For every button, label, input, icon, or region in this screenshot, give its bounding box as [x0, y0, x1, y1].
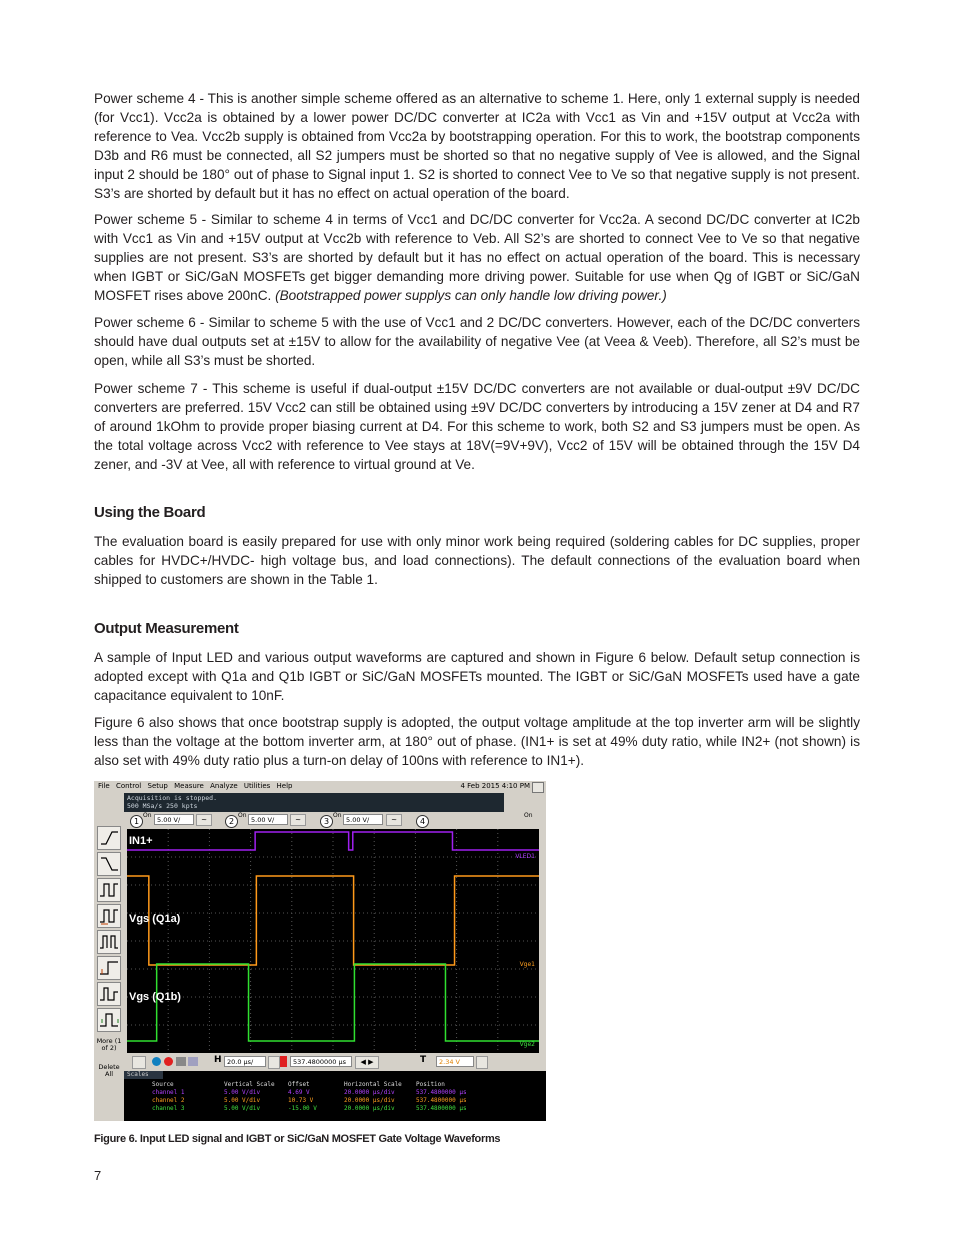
h-label: H	[214, 1055, 222, 1065]
para-output-2: Figure 6 also shows that once bootstrap supply is adopted, the output voltage amplitude at the top inverter arm will be slightly less than the voltage at the bottom inverter arm, at 180° out of phase. (IN1+ is set at 49% duty ratio, while IN2+ (not shown) is also set with 49% duty ratio plus a turn-on delay of 100ns with reference to IN1+).	[94, 715, 860, 768]
setup-hold-icon	[97, 956, 121, 980]
horizontal-controls	[124, 1053, 546, 1070]
label-vgs-q1b: Vgs (Q1b)	[129, 991, 181, 1003]
position-arrows-icon: ◀ ▶	[355, 1056, 379, 1069]
label-in1: IN1+	[129, 835, 153, 847]
on-indicator: On	[524, 812, 533, 819]
t-label: T	[420, 1055, 427, 1065]
channel-2-number: 2	[225, 815, 238, 828]
menu-control: Control	[115, 782, 142, 790]
channel-4-number: 4	[416, 815, 429, 828]
channel-2-adjust-icon: ~	[290, 814, 306, 826]
menu-measure: Measure	[174, 782, 204, 790]
stepper-icon	[132, 1056, 146, 1069]
channel-1-adjust-icon: ~	[196, 814, 212, 826]
figure-caption: Figure 6. Input LED signal and IGBT or SiC/GaN MOSFET Gate Voltage Waveforms	[94, 1133, 501, 1145]
scales-cell-pos: 537.4800000 µs	[416, 1089, 467, 1096]
record-icon	[164, 1057, 173, 1066]
scales-cell-vscale: 5.00 V/div	[224, 1105, 261, 1112]
channel-2-on: On	[238, 812, 247, 819]
scales-row	[124, 1105, 546, 1112]
scales-cell-source: channel 3	[152, 1105, 185, 1112]
channel-1-scale: 5.00 V/	[154, 814, 194, 825]
waveform-svg	[127, 829, 539, 1053]
menu-setup: Setup	[147, 782, 168, 790]
para-scheme5-text: Power scheme 5 - Similar to scheme 4 in terms of Vcc1 and DC/DC converter for Vcc2a. A second DC/DC converter at IC2b with Vcc1 as Vin and +15V output at Vcc2b with reference to Veb. All S2’s are shorted to connect Vee to Ve so that negative supplies are not present. S3’s are shorted by default but it has no effect on actual operation of the board. This is necessary when IGBT or SiC/GaN MOSFETs get bigger demanding more driving power. Suitable for use when Qg of IGBT or SiC/GaN MOSFET rises above 200nC.	[94, 212, 860, 303]
channel-2-scale: 5.00 V/	[248, 814, 288, 825]
menu-help: Help	[276, 782, 293, 790]
scales-cell-offset: 4.69 V	[288, 1089, 310, 1096]
page-number: 7	[94, 1168, 102, 1183]
header-hscale: Horizontal Scale	[344, 1081, 402, 1088]
para-scheme6: Power scheme 6 - Similar to scheme 5 with the use of Vcc1 and 2 DC/DC converters. However, each of the DC/DC converters should have dual outputs set at ±15V to allow for the availability of negative Vee (at Veea & Veeb). Therefore, all S2’s must be open, while all S3’s must be shorted.	[94, 315, 860, 368]
oscilloscope-screenshot	[94, 781, 546, 1121]
scales-cell-source: channel 2	[152, 1097, 185, 1104]
para-scheme4: Power scheme 4 - This is another simple scheme offered as an alternative to scheme 1. Here, only 1 external supply is needed (for Vcc1). Vcc2a is obtained by a lower power DC/DC converter at IC2a with Vcc1 as Vin and +15V output at Vcc2a with reference to Vea. Vcc2b supply is obtained from Vcc2a by bootstrapping operation. For this to work, the bootstrap components D3b and R6 must be connected, all S2 jumpers must be shorted so that no negative supply of Vee is allowed, and the Signal input 2 should be 180° out of phase to Signal input 1. S2 is shorted to connect Vee to Ve so that negative supply is not present. S3’s are shorted by default but it has no effect on actual operation of the board.	[94, 91, 860, 201]
scales-cell-pos: 537.4800000 µs	[416, 1105, 467, 1112]
scales-cell-hscale: 20.0000 µs/div	[344, 1097, 395, 1104]
print-icon	[188, 1057, 198, 1066]
graticule	[127, 829, 539, 1053]
channel-1-on: On	[143, 812, 152, 819]
pattern-trigger-icon	[97, 930, 121, 954]
header-source: Source	[152, 1081, 174, 1088]
timeout-trigger-icon	[97, 1008, 121, 1032]
header-offset: Offset	[288, 1081, 310, 1088]
scales-row	[124, 1089, 546, 1096]
delete-all-button: Delete All	[98, 1063, 120, 1078]
pulse-width-icon	[97, 904, 121, 928]
header-vscale: Vertical Scale	[224, 1081, 275, 1088]
runt-trigger-icon	[97, 982, 121, 1006]
waveform-display	[127, 829, 539, 1053]
channel-3-adjust-icon: ~	[386, 814, 402, 826]
scales-cell-offset: 10.73 V	[288, 1097, 314, 1104]
acquisition-status	[124, 793, 504, 812]
para-using-board: The evaluation board is easily prepared for use with only minor work being required (soldering cables for DC supplies, proper cables for HVDC+/HVDC- high voltage bus, and load connections). The default connections of the evaluation board when shipped to customers are shown in the Table 1.	[94, 534, 860, 587]
para-output-1: A sample of Input LED and various output waveforms are captured and shown in Figure 6 below. Default setup connection is adopted except with Q1a and Q1b IGBT or SiC/GaN MOSFETs mounted. The IGBT or SiC/GaN MOSFETs used have a gate capacitance equivalent to 10nF.	[94, 650, 860, 703]
channel-row	[124, 812, 546, 829]
header-position: Position	[416, 1081, 445, 1088]
menu-file: File	[98, 782, 110, 790]
channel-1-number: 1	[130, 815, 143, 828]
heading-output-measurement: Output Measurement	[94, 620, 239, 637]
scales-cell-source: channel 1	[152, 1089, 185, 1096]
scales-cell-hscale: 20.0000 µs/div	[344, 1105, 395, 1112]
scales-cell-vscale: 5.00 V/div	[224, 1097, 261, 1104]
scales-header	[124, 1081, 546, 1088]
scales-tab: Scales	[124, 1071, 163, 1079]
falling-edge-trigger-icon	[97, 852, 121, 876]
rising-edge-trigger-icon	[97, 826, 121, 850]
channel-3-on: On	[333, 812, 342, 819]
menu-analyze: Analyze	[210, 782, 238, 790]
marker-vled1: VLED1	[515, 853, 535, 860]
scales-panel	[124, 1071, 546, 1121]
window-button-icon	[532, 782, 544, 793]
para-scheme7: Power scheme 7 - This scheme is useful if dual-output ±15V DC/DC converters are not available or dual-output ±9V DC/DC converters are preferred. 15V Vcc2 can still be obtained using ±9V DC/DC converters by introducing a 15V zener at D4 and R7 of around 1kOhm to provide proper biasing current at D4. For this scheme to work, both S2 and S3 jumpers must be open. As the total voltage across Vcc2 with reference to Vee stays at 18V(=9V+9V), Vcc2 of 15V will be obtained through the 15V D4 zener, and -3V at Vee, all with reference to virtual ground at Ve.	[94, 381, 860, 472]
heading-using-board: Using the Board	[94, 504, 206, 521]
marker-vge2: Vge2	[519, 1041, 535, 1048]
status-line-2: 500 MSa/s 250 kpts	[127, 802, 198, 810]
t-adjust-icon	[476, 1056, 488, 1069]
marker-vge1: Vge1	[519, 961, 535, 968]
trigger-level: 2.34 V	[436, 1056, 474, 1067]
scope-toolbar	[94, 792, 124, 1121]
scales-cell-pos: 537.4800000 µs	[416, 1097, 467, 1104]
delay-marker-icon	[280, 1056, 287, 1067]
label-vgs-q1a: Vgs (Q1a)	[129, 913, 181, 925]
menu-utilities: Utilities	[243, 782, 271, 790]
para-scheme5	[94, 211, 860, 306]
scales-cell-hscale: 20.0000 µs/div	[344, 1089, 395, 1096]
channel-3-number: 3	[320, 815, 333, 828]
scales-row	[124, 1097, 546, 1104]
h-adjust-icon	[268, 1056, 280, 1069]
scales-cell-offset: -15.00 V	[288, 1105, 317, 1112]
horizontal-position: 537.4800000 µs	[290, 1056, 352, 1067]
horizontal-scale: 20.0 µs/	[224, 1056, 266, 1067]
more-button: More (1 of 2)	[96, 1037, 122, 1052]
run-icon	[152, 1057, 161, 1066]
scales-cell-vscale: 5.00 V/div	[224, 1089, 261, 1096]
para-scheme5-italic: (Bootstrapped power supplys can only handle low driving power.)	[275, 287, 667, 303]
pulse-trigger-icon	[97, 878, 121, 902]
camera-icon	[176, 1057, 186, 1066]
status-line-1: Acquisition is stopped.	[127, 794, 218, 802]
scope-datetime: 4 Feb 2015 4:10 PM	[460, 782, 530, 790]
channel-3-scale: 5.00 V/	[343, 814, 383, 825]
